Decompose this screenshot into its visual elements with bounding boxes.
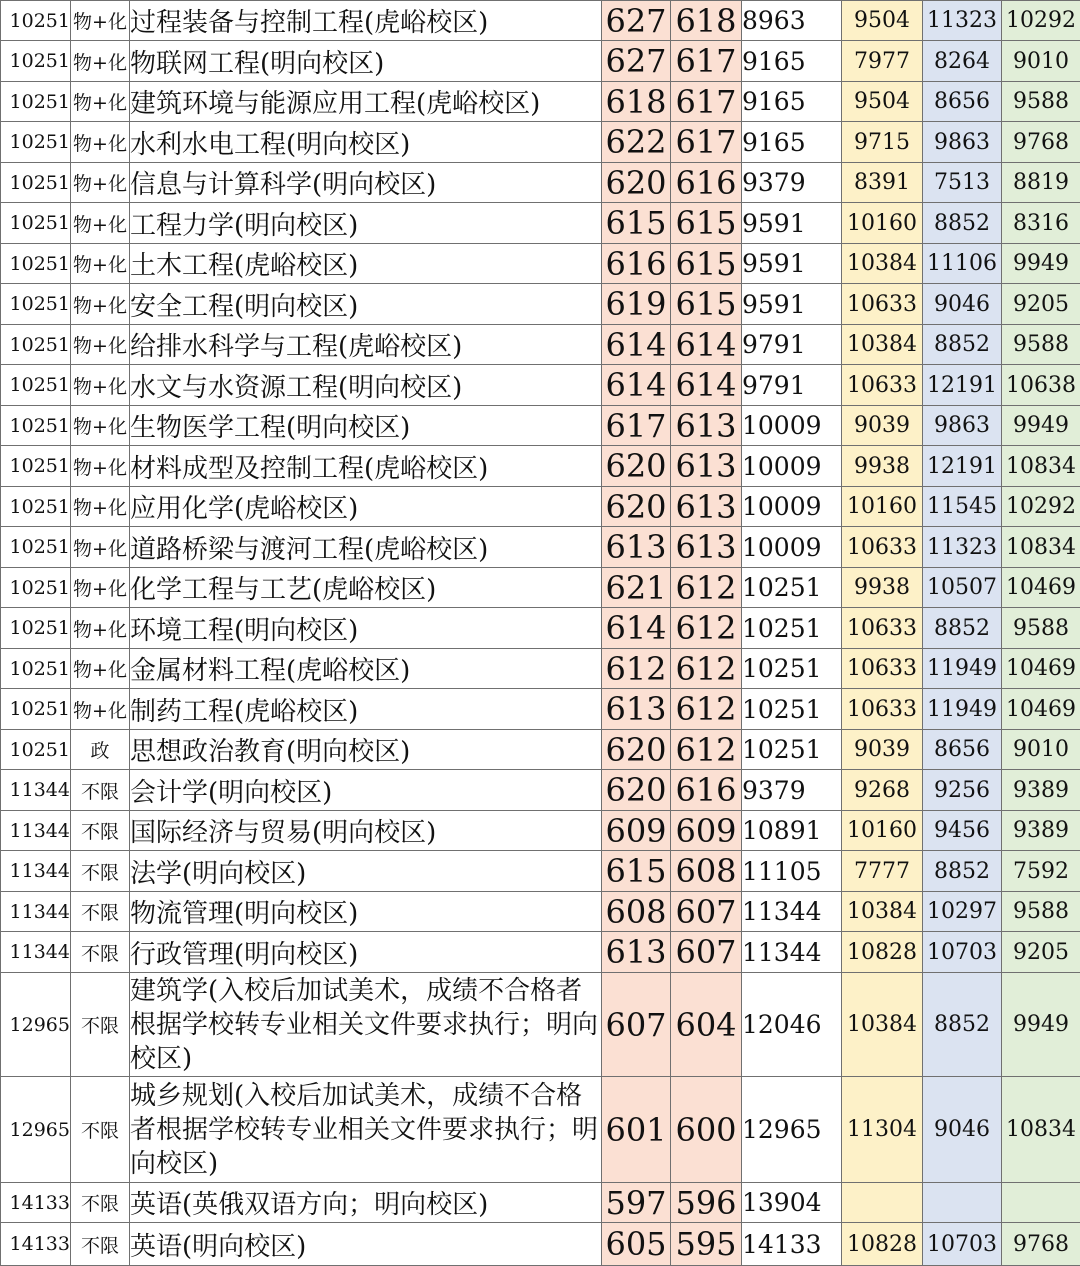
cell-year3-rank: 8316 — [1002, 203, 1080, 244]
cell-score-high: 619 — [602, 284, 671, 325]
table-row — [1, 1223, 1080, 1266]
cell-score-low: 600 — [671, 1077, 742, 1183]
table-row — [1, 41, 1080, 82]
cell-score-low: 609 — [671, 811, 742, 851]
cell-score-high: 614 — [602, 365, 671, 406]
cell-year2-rank: 8852 — [923, 203, 1002, 244]
cell-rank-code: 11344 — [1, 811, 71, 851]
cell-rank-code: 10251 — [1, 284, 71, 325]
cell-year3-rank: 9389 — [1002, 770, 1080, 811]
cell-year2-rank: 8852 — [923, 608, 1002, 649]
cell-rank-code: 10251 — [1, 122, 71, 163]
cell-year1-rank: 10384 — [842, 973, 923, 1077]
cell-year2-rank: 8264 — [923, 41, 1002, 82]
cell-min-rank: 9165 — [742, 122, 842, 163]
cell-rank-code: 12965 — [1, 1077, 71, 1183]
cell-rank-code: 10251 — [1, 730, 71, 770]
cell-min-rank: 10009 — [742, 446, 842, 487]
cell-rank-code: 10251 — [1, 325, 71, 365]
cell-rank-code: 10251 — [1, 527, 71, 568]
cell-subject-requirement: 不限 — [71, 770, 130, 811]
cell-year1-rank: 10633 — [842, 608, 923, 649]
cell-year3-rank: 9389 — [1002, 811, 1080, 851]
cell-year2-rank: 9046 — [923, 1077, 1002, 1183]
cell-year1-rank: 8391 — [842, 163, 923, 203]
cell-year2-rank: 11949 — [923, 689, 1002, 730]
cell-min-rank: 10009 — [742, 406, 842, 446]
table-row — [1, 608, 1080, 649]
cell-year2-rank: 10703 — [923, 1223, 1002, 1266]
table-row — [1, 487, 1080, 527]
cell-min-rank: 10251 — [742, 608, 842, 649]
cell-major-name: 物联网工程(明向校区) — [130, 41, 602, 82]
cell-min-rank: 9591 — [742, 203, 842, 244]
cell-rank-code: 10251 — [1, 41, 71, 82]
cell-major-name: 会计学(明向校区) — [130, 770, 602, 811]
cell-major-name: 水利水电工程(明向校区) — [130, 122, 602, 163]
cell-min-rank: 13904 — [742, 1183, 842, 1223]
cell-year2-rank: 8656 — [923, 730, 1002, 770]
cell-subject-requirement: 物+化 — [71, 325, 130, 365]
cell-score-high: 613 — [602, 689, 671, 730]
cell-major-name: 化学工程与工艺(虎峪校区) — [130, 568, 602, 608]
cell-major-name: 材料成型及控制工程(虎峪校区) — [130, 446, 602, 487]
cell-year2-rank: 9046 — [923, 284, 1002, 325]
cell-year3-rank: 7592 — [1002, 851, 1080, 892]
cell-subject-requirement: 物+化 — [71, 649, 130, 689]
cell-score-low: 612 — [671, 689, 742, 730]
cell-major-name: 应用化学(虎峪校区) — [130, 487, 602, 527]
cell-year3-rank: 9949 — [1002, 244, 1080, 284]
cell-score-high: 601 — [602, 1077, 671, 1183]
cell-rank-code: 10251 — [1, 203, 71, 244]
cell-score-high: 620 — [602, 730, 671, 770]
cell-year1-rank: 9938 — [842, 446, 923, 487]
cell-subject-requirement: 物+化 — [71, 244, 130, 284]
table-row — [1, 163, 1080, 203]
cell-score-high: 621 — [602, 568, 671, 608]
cell-year2-rank: 10507 — [923, 568, 1002, 608]
cell-major-name: 工程力学(明向校区) — [130, 203, 602, 244]
cell-score-high: 614 — [602, 608, 671, 649]
cell-score-high: 609 — [602, 811, 671, 851]
cell-rank-code: 10251 — [1, 608, 71, 649]
cell-min-rank: 14133 — [742, 1223, 842, 1266]
table-row — [1, 527, 1080, 568]
cell-year1-rank: 9039 — [842, 406, 923, 446]
table-row — [1, 1, 1080, 41]
cell-year2-rank: 8656 — [923, 82, 1002, 122]
cell-score-low: 608 — [671, 851, 742, 892]
cell-year1-rank: 9938 — [842, 568, 923, 608]
cell-score-low: 612 — [671, 608, 742, 649]
cell-year1-rank: 7977 — [842, 41, 923, 82]
cell-min-rank: 8963 — [742, 1, 842, 41]
cell-year3-rank: 9949 — [1002, 406, 1080, 446]
cell-year3-rank: 9588 — [1002, 325, 1080, 365]
cell-subject-requirement: 物+化 — [71, 568, 130, 608]
cell-year2-rank: 8852 — [923, 973, 1002, 1077]
cell-year3-rank: 9949 — [1002, 973, 1080, 1077]
cell-rank-code: 11344 — [1, 932, 71, 973]
cell-score-high: 627 — [602, 41, 671, 82]
cell-year2-rank: 10297 — [923, 892, 1002, 932]
cell-year3-rank: 10469 — [1002, 568, 1080, 608]
cell-major-name: 建筑学(入校后加试美术，成绩不合格者根据学校转专业相关文件要求执行；明向校区) — [130, 973, 602, 1077]
cell-year2-rank: 8852 — [923, 851, 1002, 892]
cell-year3-rank — [1002, 1183, 1080, 1223]
cell-year3-rank: 10834 — [1002, 446, 1080, 487]
cell-subject-requirement: 物+化 — [71, 1, 130, 41]
cell-score-low: 615 — [671, 244, 742, 284]
cell-min-rank: 10251 — [742, 689, 842, 730]
cell-year3-rank: 10469 — [1002, 689, 1080, 730]
cell-score-high: 620 — [602, 770, 671, 811]
cell-year3-rank: 9205 — [1002, 284, 1080, 325]
cell-year1-rank: 10160 — [842, 487, 923, 527]
cell-score-high: 605 — [602, 1223, 671, 1266]
cell-score-low: 607 — [671, 892, 742, 932]
cell-subject-requirement: 物+化 — [71, 487, 130, 527]
cell-year1-rank: 9504 — [842, 82, 923, 122]
cell-year3-rank: 10834 — [1002, 527, 1080, 568]
cell-subject-requirement: 物+化 — [71, 82, 130, 122]
cell-major-name: 国际经济与贸易(明向校区) — [130, 811, 602, 851]
cell-year1-rank: 10633 — [842, 649, 923, 689]
cell-rank-code: 10251 — [1, 568, 71, 608]
table-row — [1, 689, 1080, 730]
cell-score-low: 613 — [671, 527, 742, 568]
cell-rank-code: 10251 — [1, 1, 71, 41]
cell-min-rank: 9379 — [742, 770, 842, 811]
cell-year2-rank: 8852 — [923, 325, 1002, 365]
cell-min-rank: 9791 — [742, 325, 842, 365]
cell-major-name: 制药工程(虎峪校区) — [130, 689, 602, 730]
cell-score-high: 620 — [602, 487, 671, 527]
cell-major-name: 行政管理(明向校区) — [130, 932, 602, 973]
table-row — [1, 1077, 1080, 1183]
table-row — [1, 203, 1080, 244]
table-row — [1, 811, 1080, 851]
cell-major-name: 思想政治教育(明向校区) — [130, 730, 602, 770]
cell-major-name: 法学(明向校区) — [130, 851, 602, 892]
cell-subject-requirement: 物+化 — [71, 284, 130, 325]
cell-rank-code: 10251 — [1, 446, 71, 487]
cell-year1-rank: 10384 — [842, 892, 923, 932]
cell-min-rank: 10251 — [742, 649, 842, 689]
cell-score-low: 596 — [671, 1183, 742, 1223]
cell-major-name: 土木工程(虎峪校区) — [130, 244, 602, 284]
cell-score-high: 616 — [602, 244, 671, 284]
cell-subject-requirement: 政 — [71, 730, 130, 770]
cell-score-low: 617 — [671, 41, 742, 82]
cell-subject-requirement: 物+化 — [71, 122, 130, 163]
cell-subject-requirement: 物+化 — [71, 446, 130, 487]
cell-year2-rank: 11949 — [923, 649, 1002, 689]
table-row — [1, 82, 1080, 122]
cell-rank-code: 10251 — [1, 365, 71, 406]
cell-year2-rank: 9863 — [923, 406, 1002, 446]
cell-year2-rank: 9863 — [923, 122, 1002, 163]
cell-score-low: 613 — [671, 446, 742, 487]
table-row — [1, 325, 1080, 365]
cell-year3-rank: 9768 — [1002, 1223, 1080, 1266]
cell-score-low: 604 — [671, 973, 742, 1077]
cell-year1-rank: 10160 — [842, 811, 923, 851]
table-row — [1, 284, 1080, 325]
cell-subject-requirement: 不限 — [71, 1183, 130, 1223]
table-row — [1, 1183, 1080, 1223]
table-row — [1, 649, 1080, 689]
table-row — [1, 730, 1080, 770]
cell-major-name: 信息与计算科学(明向校区) — [130, 163, 602, 203]
table-row — [1, 770, 1080, 811]
cell-score-low: 614 — [671, 325, 742, 365]
cell-rank-code: 14133 — [1, 1183, 71, 1223]
cell-score-low: 612 — [671, 568, 742, 608]
cell-score-high: 618 — [602, 82, 671, 122]
table-row — [1, 122, 1080, 163]
table-row — [1, 851, 1080, 892]
cell-score-low: 616 — [671, 163, 742, 203]
cell-score-high: 612 — [602, 649, 671, 689]
cell-score-low: 607 — [671, 932, 742, 973]
cell-year2-rank: 11106 — [923, 244, 1002, 284]
cell-score-high: 622 — [602, 122, 671, 163]
cell-major-name: 给排水科学与工程(虎峪校区) — [130, 325, 602, 365]
cell-year3-rank: 10292 — [1002, 1, 1080, 41]
cell-min-rank: 9379 — [742, 163, 842, 203]
cell-score-high: 607 — [602, 973, 671, 1077]
cell-year1-rank: 9504 — [842, 1, 923, 41]
cell-year1-rank: 10633 — [842, 527, 923, 568]
cell-subject-requirement: 不限 — [71, 1077, 130, 1183]
cell-score-low: 612 — [671, 730, 742, 770]
cell-min-rank: 10251 — [742, 568, 842, 608]
cell-year1-rank: 10160 — [842, 203, 923, 244]
cell-year2-rank: 12191 — [923, 446, 1002, 487]
cell-score-low: 616 — [671, 770, 742, 811]
cell-score-high: 620 — [602, 163, 671, 203]
cell-score-low: 612 — [671, 649, 742, 689]
cell-major-name: 城乡规划(入校后加试美术，成绩不合格者根据学校转专业相关文件要求执行；明向校区) — [130, 1077, 602, 1183]
cell-major-name: 金属材料工程(虎峪校区) — [130, 649, 602, 689]
cell-rank-code: 11344 — [1, 892, 71, 932]
cell-year2-rank: 12191 — [923, 365, 1002, 406]
cell-year3-rank: 9205 — [1002, 932, 1080, 973]
cell-rank-code: 10251 — [1, 649, 71, 689]
cell-year1-rank: 10633 — [842, 284, 923, 325]
table-row — [1, 932, 1080, 973]
cell-subject-requirement: 物+化 — [71, 365, 130, 406]
cell-min-rank: 11105 — [742, 851, 842, 892]
cell-subject-requirement: 不限 — [71, 973, 130, 1077]
cell-rank-code: 10251 — [1, 163, 71, 203]
cell-year1-rank: 10828 — [842, 932, 923, 973]
cell-year1-rank — [842, 1183, 923, 1223]
cell-score-low: 617 — [671, 82, 742, 122]
cell-min-rank: 9791 — [742, 365, 842, 406]
cell-year2-rank: 7513 — [923, 163, 1002, 203]
cell-major-name: 生物医学工程(明向校区) — [130, 406, 602, 446]
cell-min-rank: 9165 — [742, 41, 842, 82]
cell-year3-rank: 10469 — [1002, 649, 1080, 689]
cell-major-name: 英语(英俄双语方向；明向校区) — [130, 1183, 602, 1223]
cell-year3-rank: 9010 — [1002, 41, 1080, 82]
table-row — [1, 973, 1080, 1077]
cell-year2-rank: 9256 — [923, 770, 1002, 811]
cell-score-high: 617 — [602, 406, 671, 446]
table-row — [1, 365, 1080, 406]
cell-min-rank: 9591 — [742, 284, 842, 325]
cell-major-name: 安全工程(明向校区) — [130, 284, 602, 325]
cell-subject-requirement: 不限 — [71, 1223, 130, 1266]
cell-min-rank: 11344 — [742, 932, 842, 973]
table-row — [1, 446, 1080, 487]
cell-score-high: 597 — [602, 1183, 671, 1223]
cell-min-rank: 10009 — [742, 527, 842, 568]
cell-score-low: 615 — [671, 284, 742, 325]
cell-year2-rank: 11323 — [923, 527, 1002, 568]
cell-year3-rank: 9768 — [1002, 122, 1080, 163]
cell-year1-rank: 7777 — [842, 851, 923, 892]
cell-min-rank: 12965 — [742, 1077, 842, 1183]
cell-subject-requirement: 不限 — [71, 811, 130, 851]
cell-min-rank: 10009 — [742, 487, 842, 527]
cell-major-name: 环境工程(明向校区) — [130, 608, 602, 649]
cell-rank-code: 11344 — [1, 851, 71, 892]
cell-min-rank: 12046 — [742, 973, 842, 1077]
cell-year1-rank: 10828 — [842, 1223, 923, 1266]
cell-rank-code: 10251 — [1, 487, 71, 527]
cell-score-low: 613 — [671, 406, 742, 446]
cell-rank-code: 10251 — [1, 244, 71, 284]
cell-rank-code: 10251 — [1, 82, 71, 122]
cell-score-high: 627 — [602, 1, 671, 41]
cell-major-name: 英语(明向校区) — [130, 1223, 602, 1266]
cell-min-rank: 10251 — [742, 730, 842, 770]
cell-score-high: 615 — [602, 203, 671, 244]
table-row — [1, 892, 1080, 932]
cell-major-name: 物流管理(明向校区) — [130, 892, 602, 932]
cell-min-rank: 11344 — [742, 892, 842, 932]
cell-year3-rank: 10292 — [1002, 487, 1080, 527]
cell-score-low: 617 — [671, 122, 742, 163]
cell-subject-requirement: 物+化 — [71, 163, 130, 203]
cell-year1-rank: 10384 — [842, 244, 923, 284]
cell-year1-rank: 10633 — [842, 365, 923, 406]
table-row — [1, 244, 1080, 284]
cell-score-high: 614 — [602, 325, 671, 365]
table-row — [1, 406, 1080, 446]
cell-year3-rank: 9588 — [1002, 608, 1080, 649]
cell-subject-requirement: 不限 — [71, 932, 130, 973]
cell-year1-rank: 10384 — [842, 325, 923, 365]
cell-major-name: 过程装备与控制工程(虎峪校区) — [130, 1, 602, 41]
cell-score-high: 615 — [602, 851, 671, 892]
cell-subject-requirement: 物+化 — [71, 527, 130, 568]
cell-year3-rank: 9588 — [1002, 892, 1080, 932]
cell-score-high: 613 — [602, 932, 671, 973]
table-body — [1, 1, 1080, 1266]
cell-min-rank: 10891 — [742, 811, 842, 851]
cell-year3-rank: 9588 — [1002, 82, 1080, 122]
cell-min-rank: 9165 — [742, 82, 842, 122]
cell-year2-rank: 9456 — [923, 811, 1002, 851]
cell-score-high: 613 — [602, 527, 671, 568]
cell-major-name: 道路桥梁与渡河工程(虎峪校区) — [130, 527, 602, 568]
cell-rank-code: 11344 — [1, 770, 71, 811]
cell-year1-rank: 11304 — [842, 1077, 923, 1183]
cell-score-low: 618 — [671, 1, 742, 41]
cell-subject-requirement: 不限 — [71, 851, 130, 892]
cell-year3-rank: 10834 — [1002, 1077, 1080, 1183]
cell-major-name: 建筑环境与能源应用工程(虎峪校区) — [130, 82, 602, 122]
table-row — [1, 568, 1080, 608]
cell-rank-code: 10251 — [1, 689, 71, 730]
cell-rank-code: 14133 — [1, 1223, 71, 1266]
cell-subject-requirement: 不限 — [71, 892, 130, 932]
cell-year3-rank: 9010 — [1002, 730, 1080, 770]
cell-year1-rank: 10633 — [842, 689, 923, 730]
cell-year3-rank: 10638 — [1002, 365, 1080, 406]
cell-min-rank: 9591 — [742, 244, 842, 284]
cell-subject-requirement: 物+化 — [71, 203, 130, 244]
cell-year1-rank: 9039 — [842, 730, 923, 770]
cell-subject-requirement: 物+化 — [71, 406, 130, 446]
cell-score-low: 614 — [671, 365, 742, 406]
cell-rank-code: 10251 — [1, 406, 71, 446]
cell-year2-rank: 11323 — [923, 1, 1002, 41]
cell-score-high: 620 — [602, 446, 671, 487]
cell-year1-rank: 9268 — [842, 770, 923, 811]
cell-year3-rank: 8819 — [1002, 163, 1080, 203]
cell-score-low: 613 — [671, 487, 742, 527]
cell-subject-requirement: 物+化 — [71, 689, 130, 730]
cell-score-high: 608 — [602, 892, 671, 932]
cell-subject-requirement: 物+化 — [71, 41, 130, 82]
cell-year1-rank: 9715 — [842, 122, 923, 163]
cell-subject-requirement: 物+化 — [71, 608, 130, 649]
cell-year2-rank — [923, 1183, 1002, 1223]
cell-score-low: 615 — [671, 203, 742, 244]
cell-year2-rank: 11545 — [923, 487, 1002, 527]
cell-year2-rank: 10703 — [923, 932, 1002, 973]
cell-score-low: 595 — [671, 1223, 742, 1266]
cell-major-name: 水文与水资源工程(明向校区) — [130, 365, 602, 406]
cell-rank-code: 12965 — [1, 973, 71, 1077]
